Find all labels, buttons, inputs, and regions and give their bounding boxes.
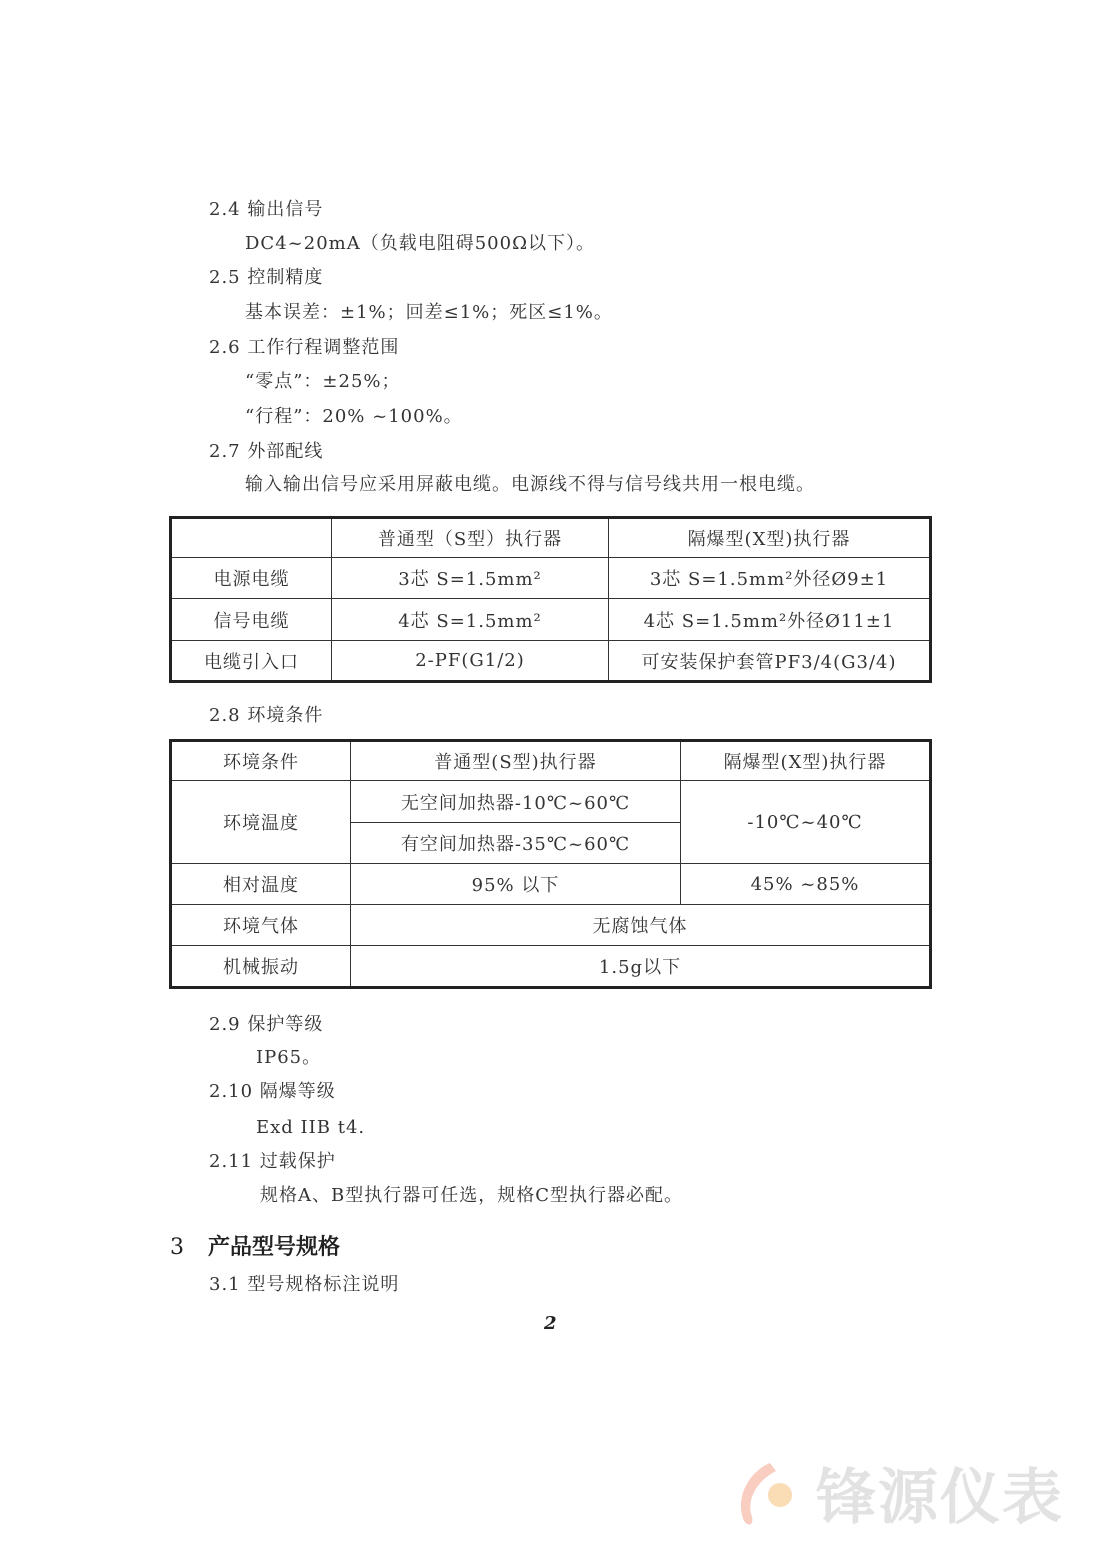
section-heading: 2.11 过载保护 bbox=[209, 1151, 336, 1172]
table-header bbox=[171, 518, 332, 558]
table-cell: 无腐蚀气体 bbox=[351, 905, 931, 946]
table-cell: 3芯 S=1.5mm²外径Ø9±1 bbox=[609, 558, 931, 599]
table-header: 隔爆型(X型)执行器 bbox=[609, 518, 931, 558]
section-heading: 3.1 型号规格标注说明 bbox=[209, 1274, 400, 1295]
section-heading: 2.8 环境条件 bbox=[209, 705, 324, 726]
table-cell: 45% ~85% bbox=[681, 864, 931, 905]
section-body: “零点”：±25%； bbox=[245, 371, 401, 392]
table-header: 普通型(S型)执行器 bbox=[351, 741, 681, 781]
section-heading: 2.6 工作行程调整范围 bbox=[209, 337, 400, 358]
section-heading: 2.4 输出信号 bbox=[209, 199, 324, 220]
section-body: DC4~20mA（负载电阻碍500Ω以下）。 bbox=[245, 233, 595, 254]
table-cell: 无空间加热器-10℃~60℃ bbox=[351, 781, 681, 823]
table-cell: 电缆引入口 bbox=[171, 641, 332, 682]
table-header: 环境条件 bbox=[171, 741, 351, 781]
table-cell: 可安装保护套管PF3/4(G3/4) bbox=[609, 641, 931, 682]
page-number: 2 bbox=[544, 1313, 557, 1334]
table-cell: 电源电缆 bbox=[171, 558, 332, 599]
watermark-text: 锋源仪表 bbox=[816, 1463, 1064, 1533]
table-cell: 信号电缆 bbox=[171, 599, 332, 641]
table-cell: 4芯 S=1.5mm²外径Ø11±1 bbox=[609, 599, 931, 641]
section-heading: 2.7 外部配线 bbox=[209, 441, 324, 462]
chapter-number: 3 bbox=[170, 1235, 184, 1260]
environment-table bbox=[169, 739, 932, 989]
section-body: “行程”：20% ~100%。 bbox=[245, 406, 463, 427]
table-cell: 3芯 S=1.5mm² bbox=[332, 558, 609, 599]
section-heading: 2.10 隔爆等级 bbox=[209, 1081, 336, 1102]
chapter-heading bbox=[170, 1230, 340, 1261]
watermark-logo-icon bbox=[730, 1457, 802, 1529]
table-cell: 4芯 S=1.5mm² bbox=[332, 599, 609, 641]
table-header: 隔爆型(X型)执行器 bbox=[681, 741, 931, 781]
watermark bbox=[730, 1450, 1064, 1536]
table-cell: 2-PF(G1/2) bbox=[332, 641, 609, 682]
section-body: IP65。 bbox=[256, 1047, 322, 1068]
section-heading: 2.5 控制精度 bbox=[209, 267, 324, 288]
section-body: Exd IIB t4. bbox=[256, 1117, 366, 1138]
section-body: 输入输出信号应采用屏蔽电缆。电源线不得与信号线共用一根电缆。 bbox=[245, 474, 815, 495]
chapter-title: 产品型号规格 bbox=[208, 1234, 341, 1260]
section-body: 基本误差：±1%；回差≤1%；死区≤1%。 bbox=[245, 302, 613, 323]
table-cell: 1.5g以下 bbox=[351, 946, 931, 988]
cable-table bbox=[169, 516, 932, 683]
section-body: 规格A、B型执行器可任选，规格C型执行器必配。 bbox=[260, 1185, 683, 1206]
table-cell: -10℃~40℃ bbox=[681, 781, 931, 864]
table-cell: 机械振动 bbox=[171, 946, 351, 988]
table-cell: 有空间加热器-35℃~60℃ bbox=[351, 823, 681, 864]
table-cell: 环境气体 bbox=[171, 905, 351, 946]
section-heading: 2.9 保护等级 bbox=[209, 1014, 324, 1035]
table-header: 普通型（S型）执行器 bbox=[332, 518, 609, 558]
table-cell: 相对温度 bbox=[171, 864, 351, 905]
table-cell: 95% 以下 bbox=[351, 864, 681, 905]
table-cell: 环境温度 bbox=[171, 781, 351, 864]
